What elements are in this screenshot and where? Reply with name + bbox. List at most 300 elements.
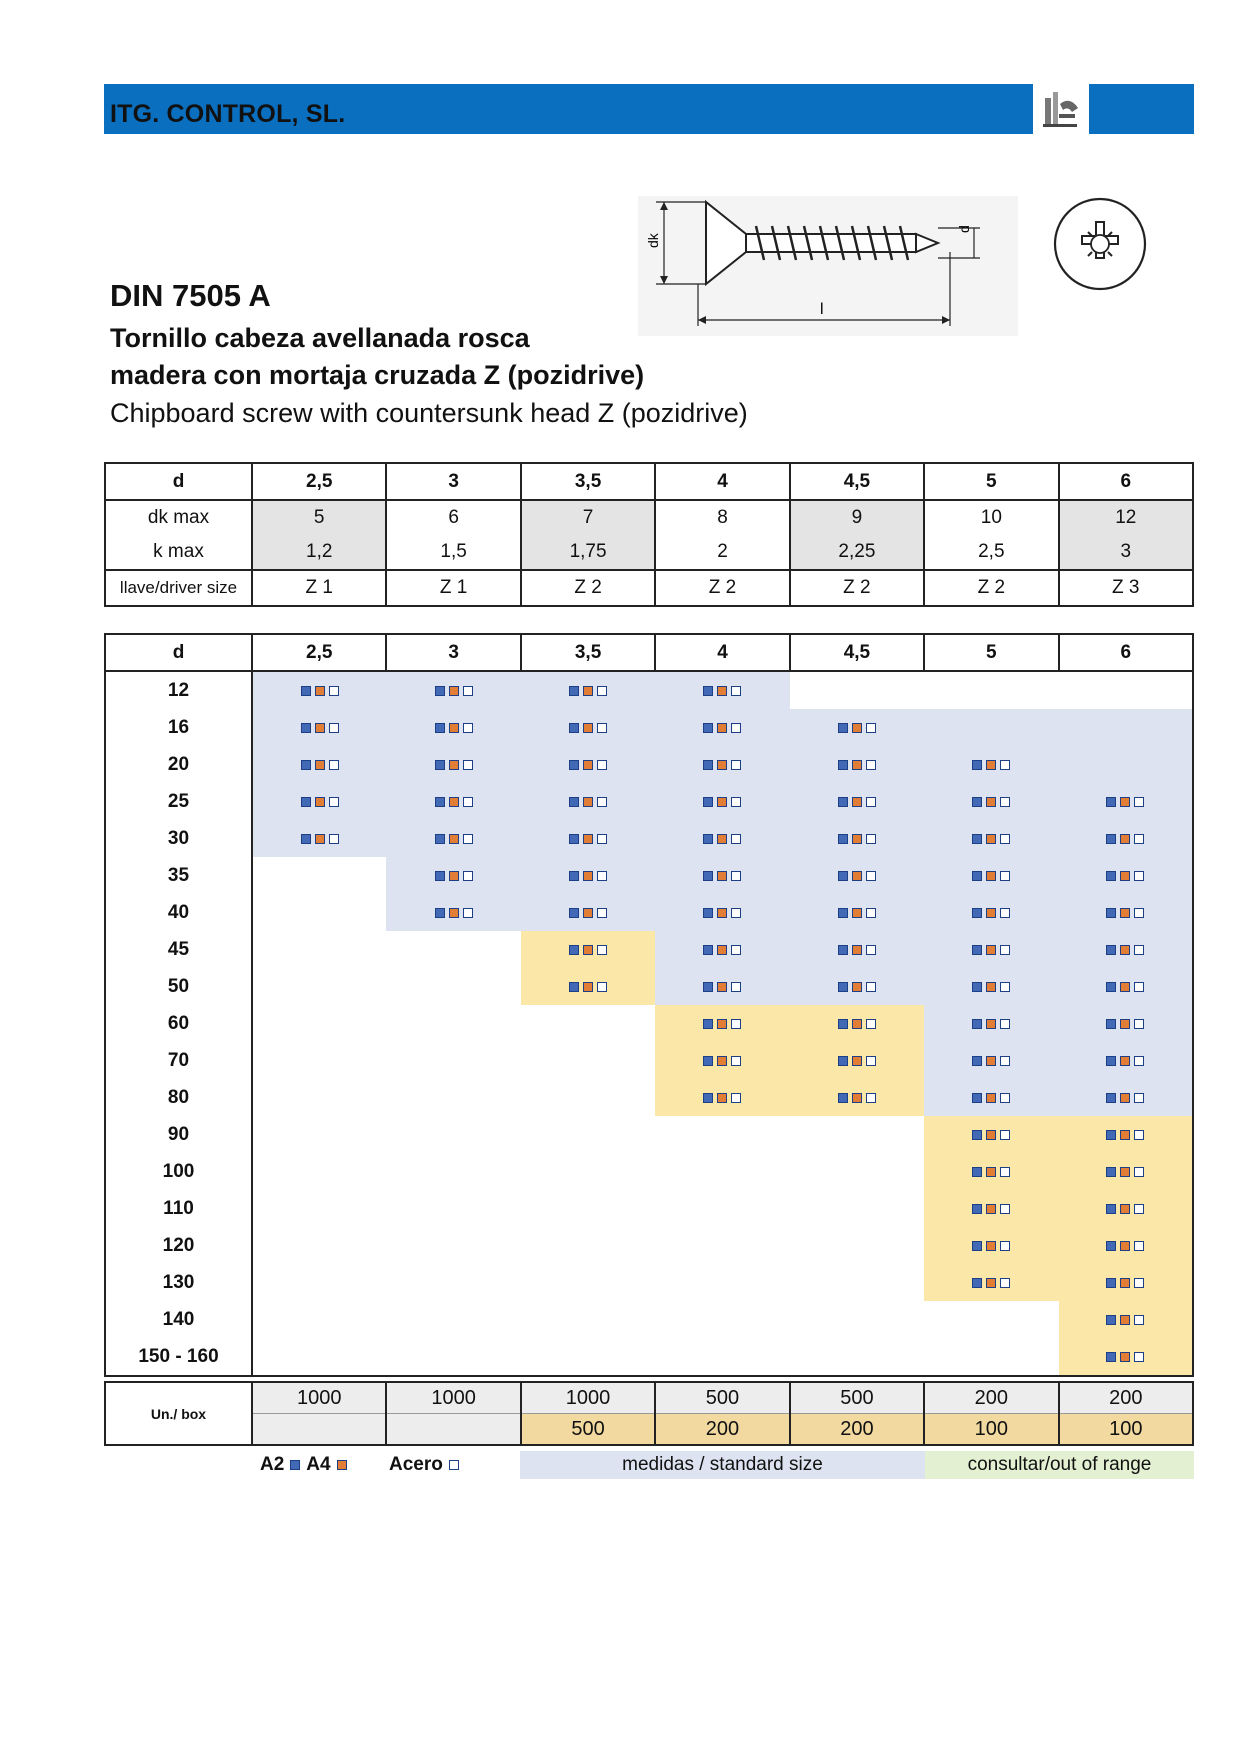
a4-marker-icon [1120,1278,1130,1288]
availability-cell [655,783,789,820]
a2-marker-icon [838,797,848,807]
label-l: l [820,301,824,318]
availability-cell [790,1153,924,1190]
a2-marker-icon [838,1019,848,1029]
availability-row [105,1301,1193,1338]
acero-marker-icon [329,834,339,844]
acero-marker-icon [731,1056,741,1066]
specs-value: 1,5 [386,535,520,570]
availability-cell [1059,1079,1193,1116]
a4-marker-icon [337,1460,347,1470]
availability-cell [1059,931,1193,968]
a2-marker-icon [838,723,848,733]
specs-header-row [105,463,1193,500]
availability-cell [252,931,386,968]
availability-cell [790,857,924,894]
acero-marker-icon [329,686,339,696]
acero-marker-icon [597,760,607,770]
material-markers [838,1056,876,1066]
specs-value: 6 [386,500,520,535]
a2-marker-icon [972,871,982,881]
availability-cell [790,1227,924,1264]
a4-marker-icon [1120,834,1130,844]
acero-marker-icon [1134,982,1144,992]
specs-row-label: llave/driver size [105,570,252,606]
a2-marker-icon [703,797,713,807]
acero-marker-icon [731,1093,741,1103]
availability-cell [655,1116,789,1153]
availability-cell [790,1301,924,1338]
availability-row [105,1153,1193,1190]
availability-cell [1059,820,1193,857]
a2-marker-icon [972,760,982,770]
availability-cell [521,968,655,1005]
material-markers [703,834,741,844]
acero-marker-icon [329,723,339,733]
length-label: 12 [105,671,252,709]
availability-cell [924,968,1058,1005]
material-markers [1106,945,1144,955]
a4-marker-icon [583,945,593,955]
a4-marker-icon [852,982,862,992]
availability-cell [252,857,386,894]
a2-marker-icon [1106,1204,1116,1214]
availability-cell [655,1338,789,1376]
acero-marker-icon [1000,982,1010,992]
availability-cell [252,1116,386,1153]
a2-marker-icon [1106,1352,1116,1362]
acero-marker-icon [731,871,741,881]
a2-marker-icon [290,1460,300,1470]
a4-marker-icon [717,945,727,955]
a4-marker-icon [717,797,727,807]
a4-marker-icon [449,871,459,881]
a4-marker-icon [986,797,996,807]
acero-marker-icon [1134,797,1144,807]
a4-marker-icon [315,834,325,844]
specs-value: 2,5 [924,535,1058,570]
availability-cell [655,1301,789,1338]
availability-cell [252,1190,386,1227]
length-label: 70 [105,1042,252,1079]
availability-cell [252,1005,386,1042]
a2-marker-icon [1106,797,1116,807]
a4-marker-icon [1120,871,1130,881]
box-row-2 [105,1414,1193,1446]
acero-marker-icon [1134,1056,1144,1066]
length-label: 45 [105,931,252,968]
acero-marker-icon [1134,834,1144,844]
a2-marker-icon [569,686,579,696]
availability-size-header: 3 [386,634,520,671]
availability-cell [521,709,655,746]
material-markers [838,1093,876,1103]
legend-a2-label: A2 [260,1454,285,1475]
a2-marker-icon [1106,834,1116,844]
material-markers [1106,1204,1144,1214]
a2-marker-icon [1106,1278,1116,1288]
acero-marker-icon [1000,908,1010,918]
availability-row [105,968,1193,1005]
a4-marker-icon [315,723,325,733]
a2-marker-icon [435,908,445,918]
acero-marker-icon [731,686,741,696]
availability-cell [521,1264,655,1301]
material-markers [972,1241,1010,1251]
availability-cell [790,1338,924,1376]
specs-value: 3 [1059,535,1193,570]
availability-cell [252,1227,386,1264]
availability-row [105,931,1193,968]
specs-row [105,500,1193,535]
length-label: 90 [105,1116,252,1153]
material-markers [435,834,473,844]
box-qty-alt [386,1414,520,1446]
availability-cell [1059,1005,1193,1042]
specs-value: Z 3 [1059,570,1193,606]
material-markers [1106,834,1144,844]
availability-cell [655,894,789,931]
a4-marker-icon [1120,1352,1130,1362]
availability-size-header: 4,5 [790,634,924,671]
acero-marker-icon [1000,1019,1010,1029]
a2-marker-icon [301,797,311,807]
availability-cell [655,931,789,968]
material-markers [301,723,339,733]
a2-marker-icon [703,834,713,844]
availability-cell [252,746,386,783]
availability-cell [655,746,789,783]
acero-marker-icon [731,982,741,992]
legend-a4-label: A4 [306,1454,331,1475]
a2-marker-icon [1106,1093,1116,1103]
legend-materials [260,1451,347,1479]
availability-cell [1059,857,1193,894]
acero-marker-icon [866,1056,876,1066]
availability-cell [924,1264,1058,1301]
availability-cell [386,1227,520,1264]
availability-cell [924,1153,1058,1190]
acero-marker-icon [866,760,876,770]
acero-marker-icon [597,945,607,955]
availability-cell [1059,1116,1193,1153]
box-qty: 1000 [521,1382,655,1414]
material-markers [703,982,741,992]
material-markers [301,797,339,807]
availability-cell [386,1116,520,1153]
acero-marker-icon [1134,871,1144,881]
a4-marker-icon [1120,908,1130,918]
material-markers [1106,1241,1144,1251]
a4-marker-icon [986,908,996,918]
availability-row [105,671,1193,709]
a4-marker-icon [717,760,727,770]
a2-marker-icon [569,797,579,807]
standard-title: DIN 7505 A [110,278,271,313]
acero-marker-icon [866,834,876,844]
availability-cell [790,1005,924,1042]
specs-size-header: 4 [655,463,789,500]
availability-header-row [105,634,1193,671]
a2-marker-icon [1106,945,1116,955]
availability-cell [790,746,924,783]
acero-marker-icon [1000,1241,1010,1251]
units-per-box-table [104,1381,1194,1446]
a4-marker-icon [986,1093,996,1103]
availability-cell [386,820,520,857]
a2-marker-icon [972,834,982,844]
company-name: ITG. CONTROL, SL. [110,100,346,128]
material-markers [972,1167,1010,1177]
a4-marker-icon [1120,1241,1130,1251]
material-markers [838,1019,876,1029]
title-spanish-line2: madera con mortaja cruzada Z (pozidrive) [110,360,645,390]
a4-marker-icon [315,686,325,696]
a2-marker-icon [569,834,579,844]
a4-marker-icon [852,945,862,955]
availability-cell [655,1079,789,1116]
specs-value: 8 [655,500,789,535]
availability-cell [521,1116,655,1153]
availability-row [105,1338,1193,1376]
a2-marker-icon [1106,1019,1116,1029]
material-markers [703,908,741,918]
acero-marker-icon [1134,1315,1144,1325]
material-markers [569,834,607,844]
specs-value: 2,25 [790,535,924,570]
material-markers [972,945,1010,955]
a4-marker-icon [986,760,996,770]
specs-size-header: 2,5 [252,463,386,500]
a4-marker-icon [986,1204,996,1214]
material-markers [435,871,473,881]
availability-cell [924,783,1058,820]
availability-cell [924,1116,1058,1153]
availability-cell [655,1153,789,1190]
a4-marker-icon [852,1056,862,1066]
availability-row [105,1116,1193,1153]
acero-marker-icon [1134,1278,1144,1288]
availability-cell [924,671,1058,709]
availability-row [105,1227,1193,1264]
a4-marker-icon [717,723,727,733]
acero-marker-icon [597,982,607,992]
a2-marker-icon [569,871,579,881]
availability-cell [386,894,520,931]
a2-marker-icon [1106,982,1116,992]
acero-marker-icon [449,1460,459,1470]
availability-cell [521,1227,655,1264]
box-qty: 500 [655,1382,789,1414]
availability-cell [655,1190,789,1227]
material-markers [972,982,1010,992]
acero-marker-icon [731,797,741,807]
availability-row [105,1264,1193,1301]
material-markers [569,982,607,992]
acero-marker-icon [597,834,607,844]
availability-row [105,1005,1193,1042]
acero-marker-icon [463,834,473,844]
availability-size-header: 4 [655,634,789,671]
a4-marker-icon [315,797,325,807]
material-markers [1106,1093,1144,1103]
material-markers [703,1056,741,1066]
availability-cell [386,746,520,783]
length-label: 150 - 160 [105,1338,252,1376]
specs-value: Z 1 [386,570,520,606]
box-qty-alt: 200 [790,1414,924,1446]
a4-marker-icon [986,1167,996,1177]
availability-cell [924,1005,1058,1042]
legend-acero-label: Acero [389,1454,443,1475]
availability-cell [521,894,655,931]
specs-size-header: 6 [1059,463,1193,500]
availability-cell [521,1005,655,1042]
availability-cell [924,746,1058,783]
a4-marker-icon [852,723,862,733]
a2-marker-icon [972,982,982,992]
a2-marker-icon [1106,1056,1116,1066]
a2-marker-icon [838,908,848,918]
availability-cell [521,1042,655,1079]
a2-marker-icon [435,871,445,881]
material-markers [838,945,876,955]
a2-marker-icon [972,1093,982,1103]
material-markers [569,686,607,696]
title-english: Chipboard screw with countersunk head Z (pozidrive) [110,398,748,428]
length-label: 130 [105,1264,252,1301]
availability-cell [386,931,520,968]
material-markers [703,1019,741,1029]
material-markers [1106,908,1144,918]
a2-marker-icon [569,908,579,918]
acero-marker-icon [866,908,876,918]
a4-marker-icon [583,797,593,807]
acero-marker-icon [463,723,473,733]
availability-cell [386,1079,520,1116]
availability-cell [1059,671,1193,709]
material-markers [972,1056,1010,1066]
acero-marker-icon [866,945,876,955]
availability-cell [655,1264,789,1301]
box-qty-alt: 100 [924,1414,1058,1446]
material-markers [1106,1019,1144,1029]
specs-value: 2 [655,535,789,570]
availability-cell [790,671,924,709]
a2-marker-icon [435,723,445,733]
a2-marker-icon [569,982,579,992]
a2-marker-icon [838,834,848,844]
a4-marker-icon [1120,1056,1130,1066]
header-bar-right [1089,84,1194,134]
material-markers [838,871,876,881]
a4-marker-icon [449,723,459,733]
availability-table [104,633,1194,1377]
availability-cell [386,1042,520,1079]
box-qty: 200 [1059,1382,1193,1414]
material-markers [1106,871,1144,881]
material-markers [569,908,607,918]
availability-row [105,1079,1193,1116]
header-bar [104,84,1033,134]
length-label: 30 [105,820,252,857]
acero-marker-icon [1000,834,1010,844]
a2-marker-icon [838,982,848,992]
a4-marker-icon [449,834,459,844]
a4-marker-icon [1120,1167,1130,1177]
a2-marker-icon [1106,1241,1116,1251]
a4-marker-icon [986,1019,996,1029]
availability-cell [655,968,789,1005]
availability-cell [521,783,655,820]
length-label: 16 [105,709,252,746]
material-markers [435,686,473,696]
box-qty: 1000 [386,1382,520,1414]
material-markers [1106,1315,1144,1325]
availability-cell [924,820,1058,857]
material-markers [703,1093,741,1103]
acero-marker-icon [463,686,473,696]
availability-row [105,746,1193,783]
availability-head-label: d [105,634,252,671]
specs-row-label: k max [153,541,204,562]
a4-marker-icon [583,760,593,770]
material-markers [838,797,876,807]
availability-cell [1059,894,1193,931]
acero-marker-icon [866,1093,876,1103]
material-markers [703,723,741,733]
material-markers [703,686,741,696]
availability-cell [655,1005,789,1042]
material-markers [301,760,339,770]
length-label: 60 [105,1005,252,1042]
a4-marker-icon [717,1019,727,1029]
availability-row [105,1042,1193,1079]
material-markers [301,834,339,844]
a2-marker-icon [703,1019,713,1029]
a2-marker-icon [972,945,982,955]
availability-cell [252,671,386,709]
availability-cell [1059,968,1193,1005]
acero-marker-icon [731,834,741,844]
material-markers [1106,1167,1144,1177]
screw-drawing [638,196,1018,336]
material-markers [1106,982,1144,992]
a4-marker-icon [583,871,593,881]
box-qty: 200 [924,1382,1058,1414]
a2-marker-icon [435,686,445,696]
availability-size-header: 6 [1059,634,1193,671]
a4-marker-icon [583,834,593,844]
acero-marker-icon [731,908,741,918]
a2-marker-icon [569,945,579,955]
a2-marker-icon [972,1019,982,1029]
specs-value: Z 2 [924,570,1058,606]
material-markers [435,723,473,733]
availability-row [105,709,1193,746]
material-markers [569,871,607,881]
material-markers [569,945,607,955]
acero-marker-icon [866,982,876,992]
a2-marker-icon [838,1056,848,1066]
a4-marker-icon [986,1130,996,1140]
material-markers [703,945,741,955]
availability-cell [1059,1264,1193,1301]
legend-out-of-range: consultar/out of range [925,1451,1194,1479]
a2-marker-icon [703,871,713,881]
box-qty: 1000 [252,1382,386,1414]
box-qty-alt: 500 [521,1414,655,1446]
